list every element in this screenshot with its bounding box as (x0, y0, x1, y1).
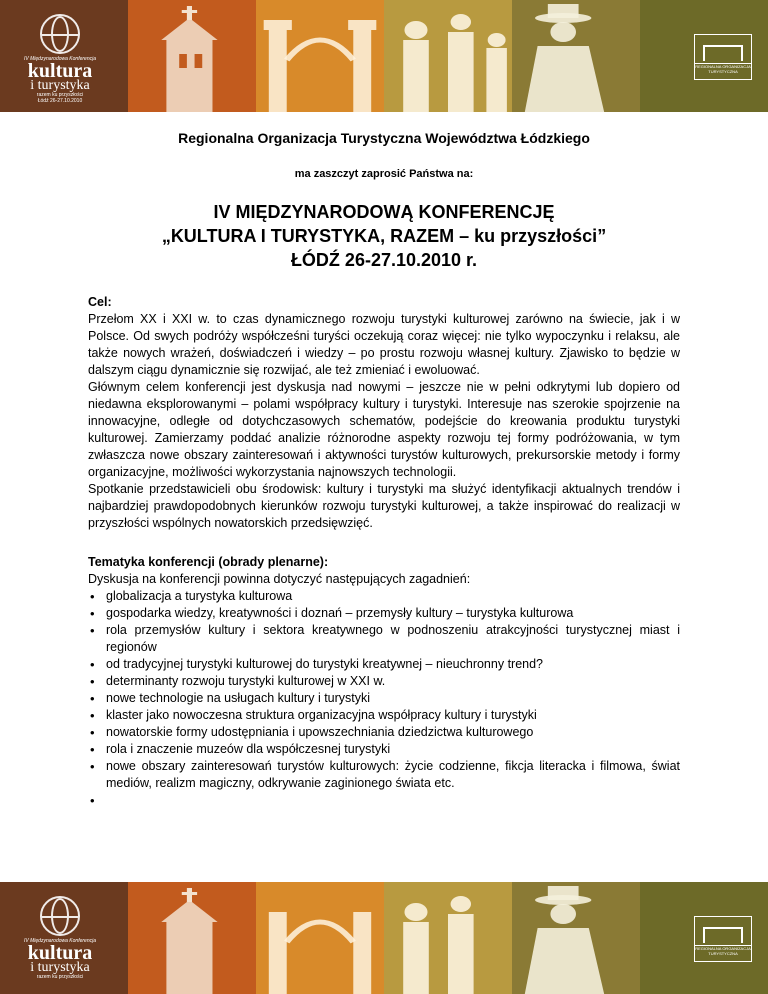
list-item: • determinanty rozwoju turystyki kulturowej w XXI w. (88, 673, 680, 690)
banner-band-4 (384, 0, 512, 112)
logo-line-1: IV Międzynarodowa Konferencja (24, 56, 96, 62)
banner-band-4-bottom (384, 882, 512, 994)
logo-line-3: i turystyka (30, 78, 90, 93)
list-item: • nowatorskie formy udostępniania i upowszechniania dziedzictwa kulturowego (88, 724, 680, 741)
banner-band-2 (128, 0, 256, 112)
church-tower-silhouette (128, 882, 256, 994)
logo-line-2: kultura (27, 60, 93, 82)
goal-paragraph-2: Głównym celem konferencji jest dyskusja nad nowymi – jeszcze nie w pełni odkrytymi lub dopiero od niedawna eksplorowanymi – polami współpracy kultury i turystyki. Interesuje nas szerokie spojrzenie na innowacyjne, odległe od dotychczasowych schematów, podejście do kreowania produktu turystyki kulturowej. Zamierzamy poddać analizie różnorodne aspekty rozwoju tej formy podróżowania, w tym zwłaszcza nowe obszary zainteresowań i aktywności turystów kulturowych, prekursorskie metody i formy organizacyjne, możliwości wykorzystania najnowszych technologii. (88, 380, 680, 479)
topics-intro: Dyskusja na konferencji powinna dotyczyć następujących zagadnień: (88, 572, 471, 586)
list-item: • gospodarka wiedzy, kreatywności i doznań – przemysły kultury – turystyka kulturowa (88, 605, 680, 622)
list-item-empty (88, 792, 680, 809)
man-with-hat-silhouette (512, 882, 640, 994)
list-item: • rola przemysłów kultury i sektora kreatywnego w podnoszeniu atrakcyjności turystycznej miast i regionów (88, 622, 680, 656)
conference-logo (14, 14, 106, 104)
banner-band-3 (256, 0, 384, 112)
list-item: • rola i znaczenie muzeów dla współczesnej turystyki (88, 741, 680, 758)
conference-logo-bottom (14, 896, 106, 982)
city-skyline-icon (695, 35, 751, 64)
banner-band-1-bottom (0, 882, 128, 994)
banner-band-2-bottom (128, 882, 256, 994)
rot-logo-text: REGIONALNA ORGANIZACJA TURYSTYCZNA (695, 64, 751, 74)
list-item: • nowe obszary zainteresowań turystów kulturowych: życie codzienne, fikcja literacka i filmowa, świat mediów, realizm magiczny, odkrywanie zaginionego świata etc. (88, 758, 680, 792)
conference-title (88, 200, 680, 272)
logo-line-4-bottom: razem ku przyszłości (36, 974, 84, 980)
logo-line-2-bottom: kultura (27, 942, 93, 964)
banner-band-3-bottom (256, 882, 384, 994)
gate-silhouette (256, 882, 384, 994)
gate-silhouette (256, 0, 384, 112)
logo-line-4: razem ku przyszłości (36, 92, 84, 98)
logo-line-3-bottom: i turystyka (30, 960, 90, 975)
title-line-2: „KULTURA I TURYSTYKA, RAZEM – ku przyszłości” (161, 226, 607, 246)
globe-icon (40, 896, 80, 936)
top-banner (0, 0, 768, 112)
bottom-banner (0, 882, 768, 994)
title-line-1: IV MIĘDZYNARODOWĄ KONFERENCJĘ (213, 202, 555, 222)
invitation-line: ma zaszczyt zaprosić Państwa na: (294, 168, 474, 180)
banner-band-6-bottom (640, 882, 768, 994)
goal-heading: Cel: (88, 295, 112, 309)
topics-list (88, 588, 680, 809)
figures-silhouette (384, 0, 512, 112)
invitation-document (88, 122, 680, 809)
banner-band-6 (640, 0, 768, 112)
city-skyline-icon (695, 917, 751, 946)
church-tower-silhouette (128, 0, 256, 112)
title-line-3: ŁÓDŹ 26-27.10.2010 r. (290, 250, 478, 270)
list-item: • globalizacja a turystyka kulturowa (88, 588, 680, 605)
goal-paragraph-1: Przełom XX i XXI w. to czas dynamicznego rozwoju turystyki kulturowej zarówno na świecie, jak i w Polsce. Od swych podróży współcześni turyści oczekują coraz więcej: nie tylko wypoczynku i relaksu, ale także nowych wrażeń, doświadczeń i wiedzy – po prostu rozwoju własnej kultury. Zjawisko to będzie w dalszym ciągu dynamicznie się rozwijać, ale też zmieniać i ewoluować. (88, 312, 680, 377)
rot-logo-bottom (694, 916, 752, 962)
list-item: • od tradycyjnej turystyki kulturowej do turystyki kreatywnej – nieuchronny trend? (88, 656, 680, 673)
figures-silhouette (384, 882, 512, 994)
logo-line-1-bottom: IV Międzynarodowa Konferencja (24, 938, 96, 944)
list-item: • nowe technologie na usługach kultury i turystyki (88, 690, 680, 707)
list-item: • klaster jako nowoczesna struktura organizacyjna współpracy kultury i turystyki (88, 707, 680, 724)
banner-band-5 (512, 0, 640, 112)
rot-logo (694, 34, 752, 80)
banner-band-5-bottom (512, 882, 640, 994)
topics-heading: Tematyka konferencji (obrady plenarne): (88, 555, 329, 569)
rot-logo-text-bottom: REGIONALNA ORGANIZACJA TURYSTYCZNA (695, 946, 751, 956)
globe-icon (40, 14, 80, 54)
logo-line-5: Łódź 26-27.10.2010 (37, 98, 83, 104)
goal-paragraph-3: Spotkanie przedstawicieli obu środowisk: kultury i turystyki ma służyć identyfikacji aktualnych trendów i najbardziej prawdopodobnych kierunków rozwoju turystyki kulturowej, a także inspirować do realizacji w przyszłości wspólnych nowatorskich przedsięwzięć. (88, 482, 680, 530)
man-with-hat-silhouette (512, 0, 640, 112)
organization-name: Regionalna Organizacja Turystyczna Województwa Łódzkiego (178, 130, 590, 146)
banner-band-1 (0, 0, 128, 112)
